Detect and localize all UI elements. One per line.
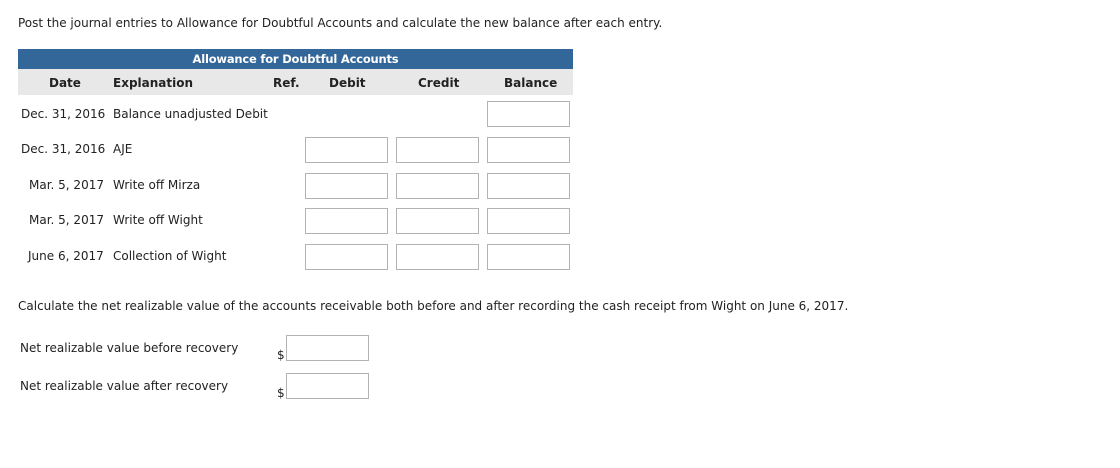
balance-input-row-3[interactable] bbox=[487, 173, 570, 199]
row-date: Dec. 31, 2016 bbox=[21, 107, 106, 121]
balance-input-row-1[interactable] bbox=[487, 101, 570, 127]
nrv-before-label: Net realizable value before recovery bbox=[20, 341, 239, 355]
row-explanation: Write off Wight bbox=[113, 213, 203, 227]
ledger-header-row bbox=[18, 69, 573, 95]
row-explanation: Write off Mirza bbox=[113, 178, 201, 192]
header-date: Date bbox=[49, 76, 81, 90]
debit-input-row-4[interactable] bbox=[305, 208, 388, 234]
dollar-sign: $ bbox=[277, 348, 285, 362]
credit-input-row-4[interactable] bbox=[396, 208, 479, 234]
credit-input-row-5[interactable] bbox=[396, 244, 479, 270]
dollar-sign: $ bbox=[277, 386, 285, 400]
credit-input-row-3[interactable] bbox=[396, 173, 479, 199]
instruction-text: Post the journal entries to Allowance for Doubtful Accounts and calculate the new balance after each entry. bbox=[18, 16, 663, 30]
row-explanation: Collection of Wight bbox=[113, 249, 227, 263]
nrv-before-input[interactable] bbox=[286, 335, 369, 361]
debit-input-row-2[interactable] bbox=[305, 137, 388, 163]
balance-input-row-4[interactable] bbox=[487, 208, 570, 234]
header-explanation: Explanation bbox=[113, 76, 194, 90]
header-credit: Credit bbox=[418, 76, 460, 90]
debit-input-row-5[interactable] bbox=[305, 244, 388, 270]
ledger-title: Allowance for Doubtful Accounts bbox=[18, 49, 573, 69]
row-date: Mar. 5, 2017 bbox=[29, 178, 104, 192]
nrv-after-input[interactable] bbox=[286, 373, 369, 399]
row-explanation: AJE bbox=[113, 142, 133, 156]
debit-input-row-3[interactable] bbox=[305, 173, 388, 199]
balance-input-row-5[interactable] bbox=[487, 244, 570, 270]
header-balance: Balance bbox=[504, 76, 558, 90]
row-date: June 6, 2017 bbox=[28, 249, 104, 263]
header-ref: Ref. bbox=[273, 76, 300, 90]
row-date: Mar. 5, 2017 bbox=[29, 213, 104, 227]
credit-input-row-2[interactable] bbox=[396, 137, 479, 163]
balance-input-row-2[interactable] bbox=[487, 137, 570, 163]
header-debit: Debit bbox=[329, 76, 366, 90]
nrv-instruction-text: Calculate the net realizable value of the accounts receivable both before and after recording the cash receipt from Wight on June 6, 2017. bbox=[18, 299, 849, 313]
nrv-after-label: Net realizable value after recovery bbox=[20, 379, 229, 393]
row-date: Dec. 31, 2016 bbox=[21, 142, 106, 156]
row-explanation: Balance unadjusted Debit bbox=[113, 107, 268, 121]
